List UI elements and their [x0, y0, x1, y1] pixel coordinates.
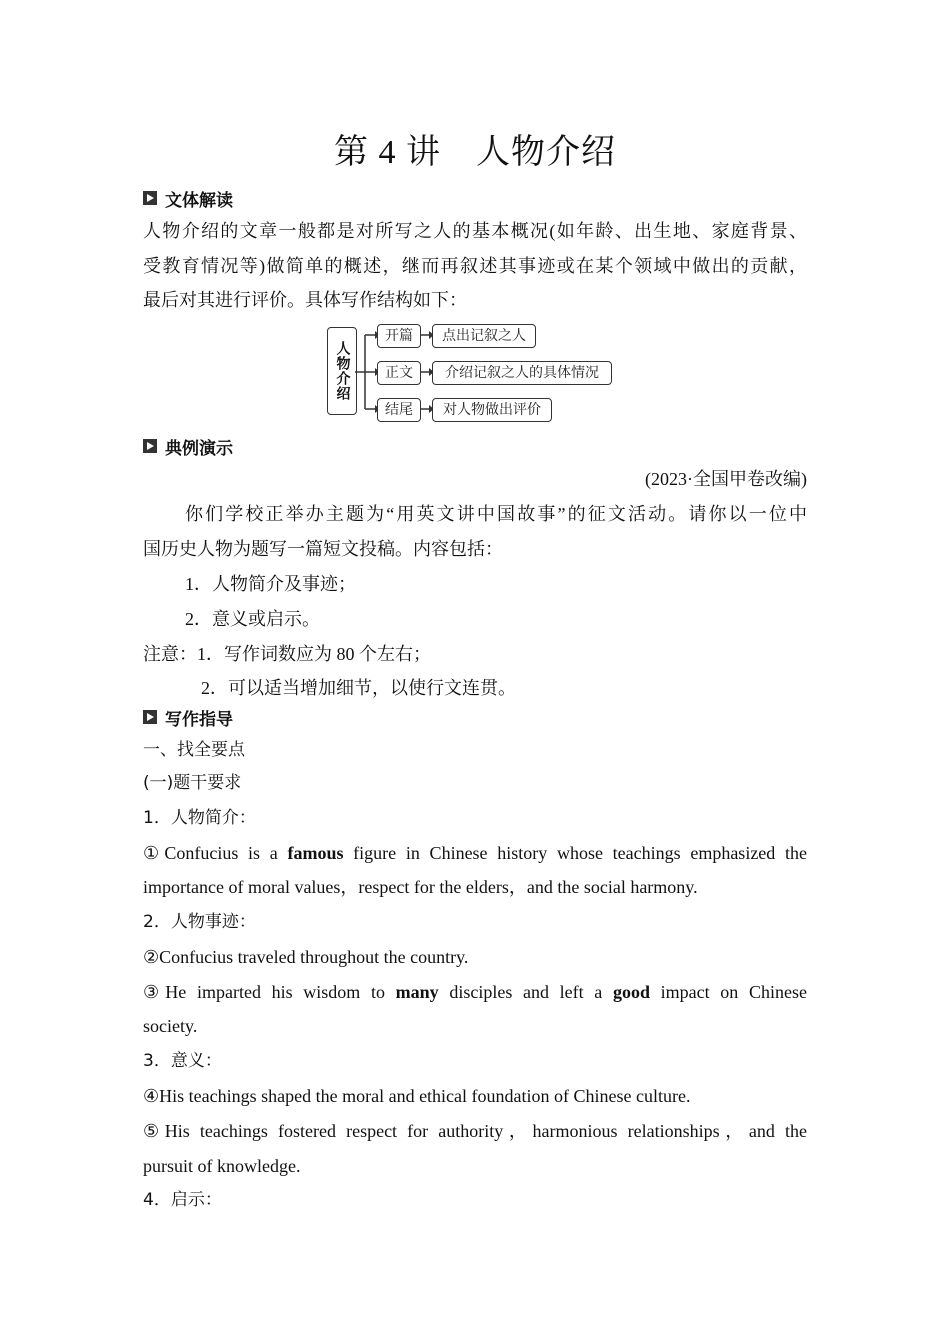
reading-line-1: 人物介绍的文章一般都是对所写之人的基本概况(如年龄、出生地、家庭背景、: [143, 221, 807, 241]
play-icon: [143, 710, 157, 724]
page-title: 第 4 讲 人物介绍: [334, 134, 616, 171]
reading-line-3: 最后对其进行评价。具体写作结构如下：: [143, 290, 467, 310]
text-span: ①Confucius is a: [143, 843, 288, 863]
example-item-2: 2．意义或启示。: [185, 609, 320, 629]
bold-word: good: [612, 982, 650, 1002]
section-label: 文体解读: [165, 190, 233, 211]
text-span: ③He imparted his wisdom to: [143, 982, 396, 1002]
play-icon: [143, 439, 157, 453]
reading-line-2: 受教育情况等)做简单的概述，继而再叙述其事迹或在某个领域中做出的贡献，: [143, 256, 807, 276]
example-item-1: 1．人物简介及事迹；: [185, 574, 356, 594]
diagram-branch-label: 开篇: [377, 324, 421, 348]
diagram-branch-label: 正文: [377, 361, 421, 385]
diagram-branch-desc: 对人物做出评价: [432, 398, 552, 422]
bold-word: many: [395, 982, 439, 1002]
text-span: figure in Chinese history whose teachings emphasized the: [343, 843, 807, 863]
example-note-2: 2．可以适当增加细节，以使行文连贯。: [201, 678, 516, 698]
bold-word: famous: [287, 843, 344, 863]
guide-heading-1: 1．人物简介：: [143, 808, 256, 828]
sentence-5-line-2: pursuit of knowledge.: [143, 1156, 301, 1176]
sentence-1-line-1: [143, 841, 807, 865]
diagram-branch-desc: 点出记叙之人: [432, 324, 536, 348]
example-prompt-line-2: 国历史人物为题写一篇短文投稿。内容包括：: [143, 539, 503, 559]
play-icon: [143, 191, 157, 205]
sentence-2: ②Confucius traveled throughout the country.: [143, 947, 469, 967]
example-source: (2023·全国甲卷改编): [645, 469, 807, 489]
example-prompt-line-1: 你们学校正举办主题为“用英文讲中国故事”的征文活动。请你以一位中: [185, 504, 807, 524]
section-label: 典例演示: [165, 438, 233, 459]
sentence-3-line-1: [143, 980, 807, 1004]
guide-heading-4: 4．启示：: [143, 1190, 222, 1210]
guide-sub-1: (一)题干要求: [143, 773, 242, 793]
guide-heading-2: 2．人物事迹：: [143, 912, 256, 932]
example-note-1: 注意：1．写作词数应为 80 个左右；: [143, 644, 431, 664]
sentence-3-line-2: society.: [143, 1016, 198, 1036]
text-span: impact on Chinese: [649, 982, 807, 1002]
section-label: 写作指导: [165, 709, 233, 730]
text-span: disciples and left a: [438, 982, 613, 1002]
section-heading-example: [143, 434, 233, 458]
sentence-5-line-1: ⑤His teachings fostered respect for authority，harmonious relationships，and the: [143, 1121, 807, 1141]
sentence-1-line-2: importance of moral values，respect for the elders，and the social harmony.: [143, 877, 698, 897]
section-heading-reading: [143, 186, 233, 210]
sentence-4: ④His teachings shaped the moral and ethical foundation of Chinese culture.: [143, 1086, 691, 1106]
guide-step-1: 一、找全要点: [143, 740, 245, 760]
section-heading-guide: [143, 705, 233, 729]
diagram-root: 人物介绍: [327, 327, 357, 415]
diagram-branch-label: 结尾: [377, 398, 421, 422]
diagram-branch-desc: 介绍记叙之人的具体情况: [432, 361, 612, 385]
guide-heading-3: 3．意义：: [143, 1051, 222, 1071]
